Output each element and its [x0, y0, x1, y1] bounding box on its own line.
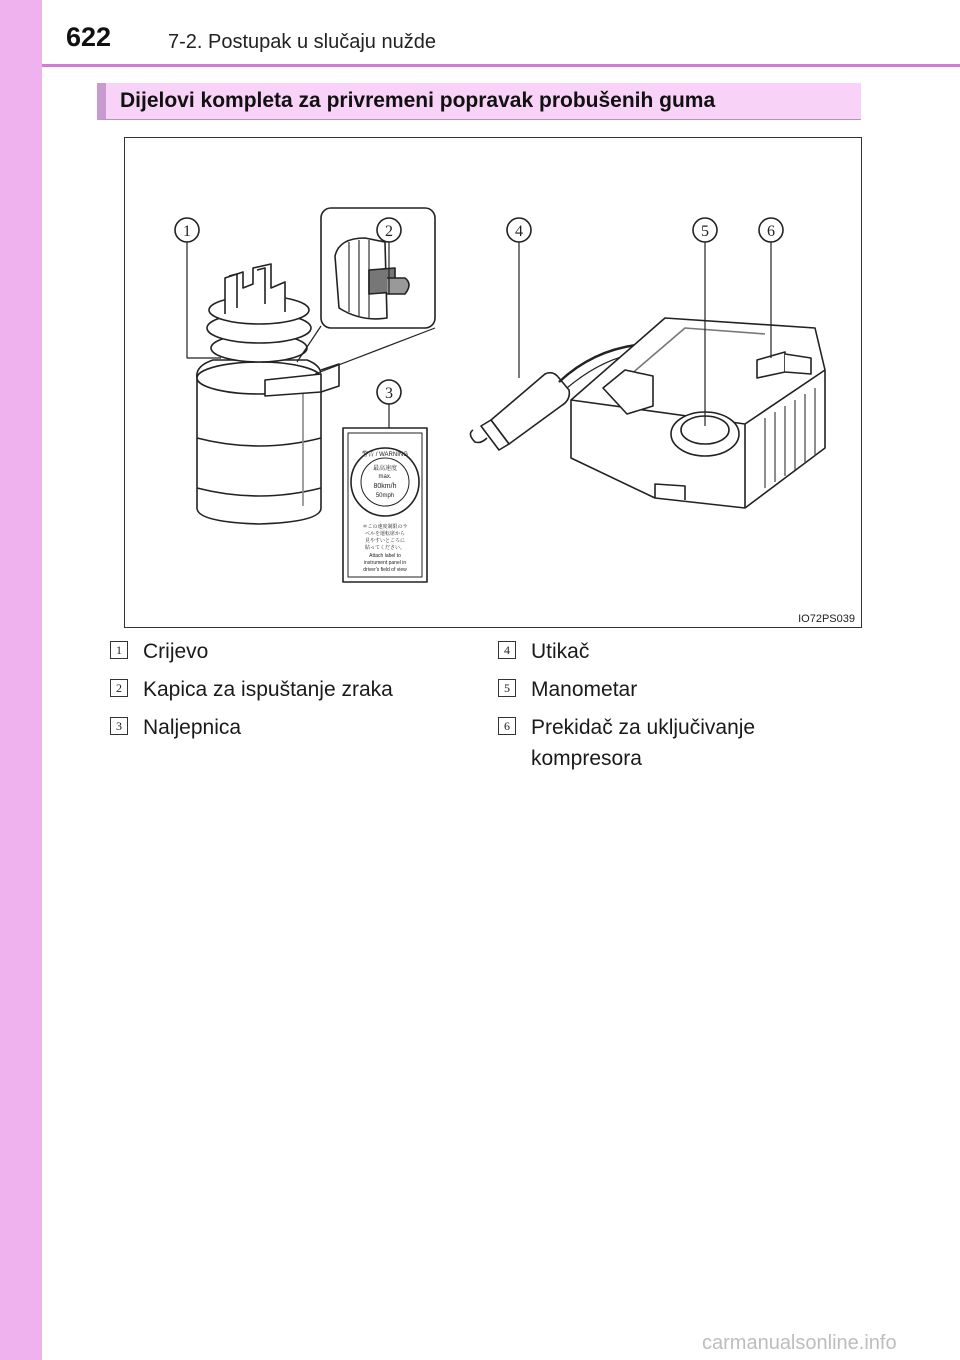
label-max: max. [378, 474, 392, 480]
legend-number-1: 1 [110, 641, 128, 659]
callout-2: 2 [385, 223, 393, 240]
legend-text-5: Manometar [531, 678, 638, 701]
legend-number-5: 5 [498, 679, 516, 697]
legend-text-1: Crijevo [143, 640, 209, 663]
legend-number-6: 6 [498, 717, 516, 735]
legend-item [110, 712, 470, 746]
label-jp-note-4: 貼ってください。 [364, 545, 406, 551]
label-en-note-2: instrument panel in [363, 560, 407, 566]
callout-6: 6 [767, 223, 775, 240]
callout-4: 4 [515, 223, 523, 240]
sealant-bottle-icon [197, 264, 339, 524]
watermark: carmanualsonline.info [702, 1332, 897, 1354]
label-kmh: 80km/h [373, 483, 397, 490]
legend-item [498, 712, 848, 778]
kit-illustration [124, 137, 862, 628]
legend-text-2: Kapica za ispuštanje zraka [143, 678, 393, 701]
label-mph: 50mph [375, 493, 395, 499]
legend-text-3: Naljepnica [143, 716, 242, 739]
legend-number-2: 2 [110, 679, 128, 697]
label-speed-jp: 最高速度 [372, 466, 398, 472]
page-number: 622 [66, 22, 112, 52]
label-jp-note-2: ベルを運転席から [364, 531, 406, 537]
label-jp-note-1: ＊この速度制限のラ [362, 524, 408, 530]
label-en-note-1: Attach label to [369, 553, 401, 559]
section-header [97, 83, 861, 120]
callout-5: 5 [701, 223, 709, 240]
legend-text-4: Utikač [531, 640, 590, 663]
header-rule [42, 64, 960, 67]
callout-1: 1 [183, 223, 191, 240]
legend-item [498, 636, 848, 670]
compressor-icon [571, 318, 825, 508]
legend-number-3: 3 [110, 717, 128, 735]
legend-number-4: 4 [498, 641, 516, 659]
callout-3: 3 [385, 385, 393, 402]
legend-text-6: Prekidač za uključivanje kompresora [531, 716, 756, 770]
legend-item [498, 674, 848, 708]
legend-item [110, 674, 470, 708]
legend-item [110, 636, 470, 670]
air-release-cap-inset [297, 208, 435, 374]
figure-code: IO72PS039 [798, 613, 855, 625]
side-margin-strip [0, 0, 42, 1360]
label-en-note-3: driver's field of view [363, 567, 407, 573]
section-title: Dijelovi kompleta za privremeni popravak probušenih guma [120, 89, 716, 112]
label-jp-note-3: 見やすいところに [364, 538, 406, 544]
label-warning: 警告 / WARNING [362, 452, 408, 458]
kit-drawing [125, 138, 861, 627]
chapter-title: 7-2. Postupak u slučaju nužde [168, 31, 436, 53]
